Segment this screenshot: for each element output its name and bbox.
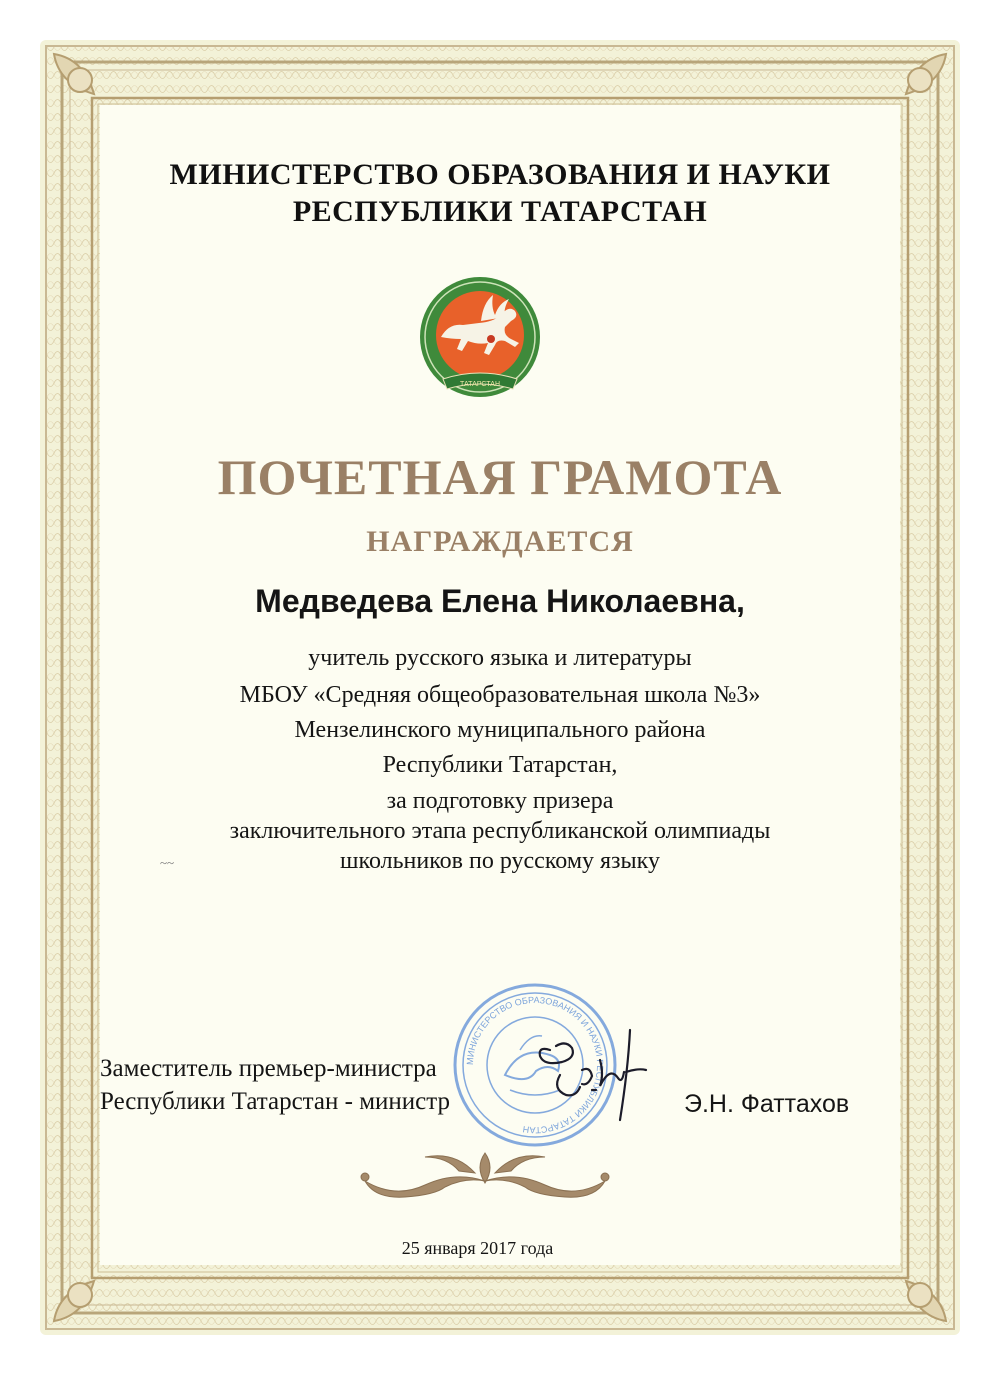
signatory-name: Э.Н. Фаттахов (684, 1090, 850, 1118)
body-line: Мензелинского муниципального района (294, 717, 706, 743)
body-line: школьников по русскому языку (340, 848, 660, 874)
body-line: учитель русского языка и литературы (308, 645, 692, 671)
ornamental-scroll-icon (345, 1145, 625, 1207)
signatory-position-line1: Заместитель премьер-министра (100, 1055, 437, 1082)
ministry-title-line1: МИНИСТЕРСТВО ОБРАЗОВАНИЯ И НАУКИ (169, 158, 831, 191)
recipient-name: Медведева Елена Николаевна, (255, 583, 745, 619)
scan-mark: ~~ (160, 855, 175, 870)
body-line: за подготовку призера (386, 788, 614, 814)
body-line: МБОУ «Средняя общеобразовательная школа №3» (239, 682, 761, 708)
tatarstan-emblem-icon (411, 275, 549, 403)
body-line: заключительного этапа республиканской олимпиады (229, 818, 771, 844)
signatory-position-line2: Республики Татарстан - министр (100, 1088, 450, 1115)
emblem-caption: ТАТАРСТАН (459, 381, 501, 388)
body-line: Республики Татарстан, (382, 752, 618, 778)
certificate-title: ПОЧЕТНАЯ ГРАМОТА (217, 449, 783, 505)
handwritten-signature-icon (530, 1020, 670, 1130)
awarded-label: НАГРАЖДАЕТСЯ (366, 525, 634, 558)
stamp-text: МИНИСТЕРСТВО ОБРАЗОВАНИЯ И НАУКИ РЕСПУБЛИКИ ТАТАРСТАН (464, 994, 606, 1136)
ministry-title-line2: РЕСПУБЛИКИ ТАТАРСТАН (292, 195, 708, 228)
award-date: 25 января 2017 года (401, 1238, 554, 1258)
